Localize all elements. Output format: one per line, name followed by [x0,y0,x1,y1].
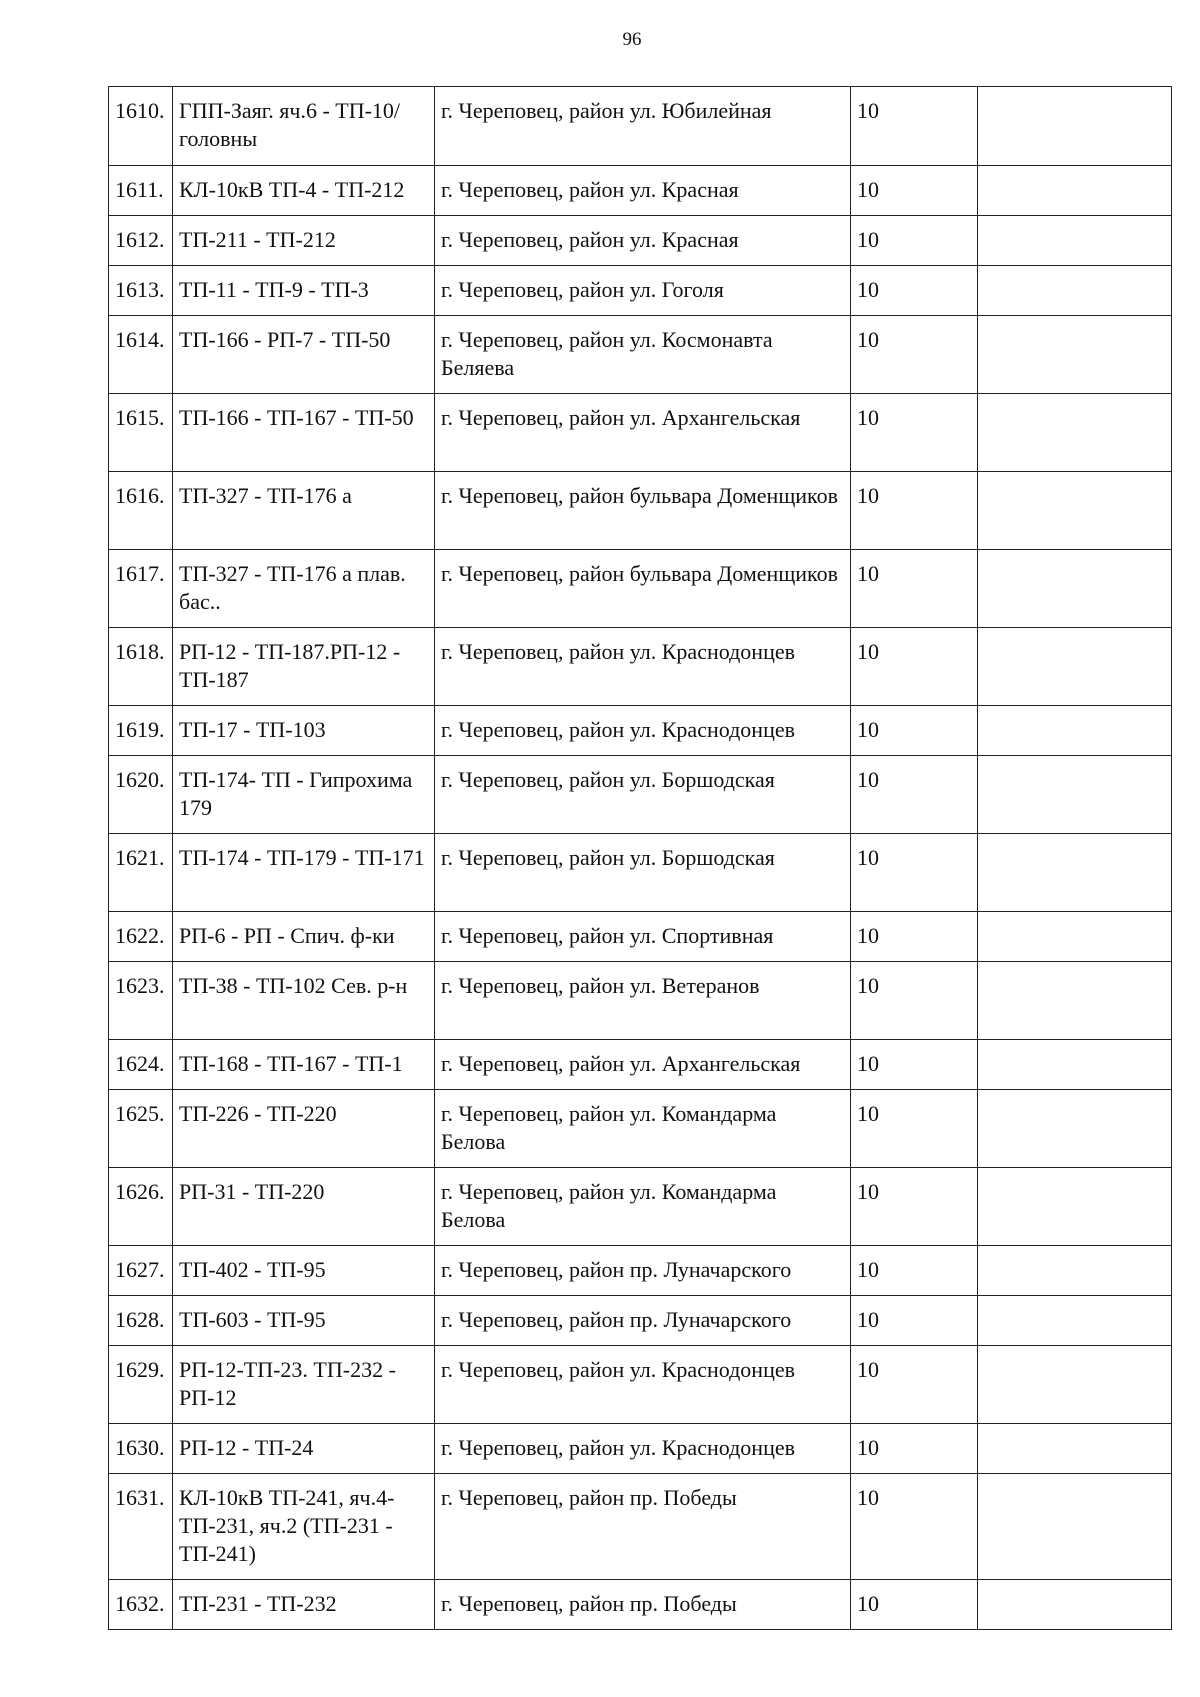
extra-cell [978,1168,1172,1246]
row-number: 1616. [109,472,173,550]
row-number: 1628. [109,1296,173,1346]
line-voltage: 10 [851,472,978,550]
line-name: ТП-211 - ТП-212 [173,216,435,266]
table-row [109,1580,1172,1630]
row-number: 1623. [109,962,173,1040]
line-address: г. Череповец, район пр. Луначарского [435,1246,851,1296]
line-name: ТП-226 - ТП-220 [173,1090,435,1168]
table-row [109,216,1172,266]
table-row [109,1474,1172,1580]
line-address: г. Череповец, район пр. Луначарского [435,1296,851,1346]
extra-cell [978,1090,1172,1168]
row-number: 1612. [109,216,173,266]
row-number: 1615. [109,394,173,472]
extra-cell [978,912,1172,962]
extra-cell [978,1474,1172,1580]
row-number: 1621. [109,834,173,912]
extra-cell [978,266,1172,316]
line-address: г. Череповец, район ул. Краснодонцев [435,628,851,706]
row-number: 1632. [109,1580,173,1630]
line-voltage: 10 [851,316,978,394]
line-voltage: 10 [851,1296,978,1346]
line-name: ТП-11 - ТП-9 - ТП-3 [173,266,435,316]
line-voltage: 10 [851,394,978,472]
table-row [109,756,1172,834]
line-address: г. Череповец, район бульвара Доменщиков [435,472,851,550]
line-name: ТП-327 - ТП-176 а плав. бас.. [173,550,435,628]
row-number: 1626. [109,1168,173,1246]
line-address: г. Череповец, район ул. Боршодская [435,834,851,912]
line-address: г. Череповец, район пр. Победы [435,1474,851,1580]
row-number: 1611. [109,166,173,216]
line-name: ТП-603 - ТП-95 [173,1296,435,1346]
line-name: РП-31 - ТП-220 [173,1168,435,1246]
line-name: ТП-231 - ТП-232 [173,1580,435,1630]
line-address: г. Череповец, район ул. Юбилейная [435,87,851,166]
table-row [109,1246,1172,1296]
line-address: г. Череповец, район пр. Победы [435,1580,851,1630]
line-voltage: 10 [851,1474,978,1580]
row-number: 1631. [109,1474,173,1580]
extra-cell [978,1580,1172,1630]
table-row [109,394,1172,472]
row-number: 1624. [109,1040,173,1090]
extra-cell [978,1246,1172,1296]
extra-cell [978,756,1172,834]
line-voltage: 10 [851,1346,978,1424]
extra-cell [978,550,1172,628]
row-number: 1619. [109,706,173,756]
row-number: 1625. [109,1090,173,1168]
row-number: 1613. [109,266,173,316]
line-voltage: 10 [851,628,978,706]
row-number: 1614. [109,316,173,394]
table-row [109,316,1172,394]
extra-cell [978,166,1172,216]
line-voltage: 10 [851,706,978,756]
row-number: 1618. [109,628,173,706]
extra-cell [978,1296,1172,1346]
line-name: КЛ-10кВ ТП-4 - ТП-212 [173,166,435,216]
line-voltage: 10 [851,912,978,962]
extra-cell [978,1346,1172,1424]
table-row [109,628,1172,706]
extra-cell [978,216,1172,266]
extra-cell [978,706,1172,756]
line-address: г. Череповец, район ул. Краснодонцев [435,1346,851,1424]
row-number: 1617. [109,550,173,628]
table-row [109,1090,1172,1168]
line-address: г. Череповец, район ул. Краснодонцев [435,1424,851,1474]
extra-cell [978,316,1172,394]
line-name: ТП-174- ТП - Гипрохима 179 [173,756,435,834]
line-name: КЛ-10кВ ТП-241, яч.4-ТП-231, яч.2 (ТП-231 - ТП-241) [173,1474,435,1580]
line-name: ТП-17 - ТП-103 [173,706,435,756]
row-number: 1620. [109,756,173,834]
line-name: РП-6 - РП - Спич. ф-ки [173,912,435,962]
line-address: г. Череповец, район бульвара Доменщиков [435,550,851,628]
table-row [109,706,1172,756]
table-row [109,834,1172,912]
line-name: ГПП-Заяг. яч.6 - ТП-10/головны [173,87,435,166]
table-row [109,1296,1172,1346]
line-voltage: 10 [851,1168,978,1246]
line-address: г. Череповец, район ул. Гоголя [435,266,851,316]
line-voltage: 10 [851,1424,978,1474]
line-address: г. Череповец, район ул. Командарма Белова [435,1090,851,1168]
line-voltage: 10 [851,1090,978,1168]
table-row [109,1346,1172,1424]
line-name: ТП-166 - РП-7 - ТП-50 [173,316,435,394]
page-number: 96 [622,29,642,50]
table-row [109,166,1172,216]
line-address: г. Череповец, район ул. Космонавта Беляева [435,316,851,394]
extra-cell [978,1424,1172,1474]
line-voltage: 10 [851,962,978,1040]
line-name: ТП-168 - ТП-167 - ТП-1 [173,1040,435,1090]
table-row [109,1168,1172,1246]
table-row [109,266,1172,316]
line-voltage: 10 [851,266,978,316]
extra-cell [978,628,1172,706]
line-voltage: 10 [851,1246,978,1296]
line-name: ТП-38 - ТП-102 Сев. р-н [173,962,435,1040]
row-number: 1610. [109,87,173,166]
table-row [109,912,1172,962]
row-number: 1627. [109,1246,173,1296]
extra-cell [978,834,1172,912]
line-address: г. Череповец, район ул. Боршодская [435,756,851,834]
line-address: г. Череповец, район ул. Красная [435,216,851,266]
line-voltage: 10 [851,1040,978,1090]
table-row [109,472,1172,550]
table-row [109,1424,1172,1474]
table-row [109,962,1172,1040]
line-address: г. Череповец, район ул. Красная [435,166,851,216]
line-voltage: 10 [851,550,978,628]
row-number: 1622. [109,912,173,962]
extra-cell [978,87,1172,166]
line-address: г. Череповец, район ул. Спортивная [435,912,851,962]
row-number: 1630. [109,1424,173,1474]
extra-cell [978,962,1172,1040]
table-row [109,550,1172,628]
objects-table [108,86,1172,1630]
line-voltage: 10 [851,166,978,216]
line-name: РП-12 - ТП-24 [173,1424,435,1474]
line-address: г. Череповец, район ул. Краснодонцев [435,706,851,756]
line-name: ТП-166 - ТП-167 - ТП-50 [173,394,435,472]
line-name: ТП-327 - ТП-176 а [173,472,435,550]
table-row [109,1040,1172,1090]
line-name: РП-12-ТП-23. ТП-232 - РП-12 [173,1346,435,1424]
line-voltage: 10 [851,1580,978,1630]
line-voltage: 10 [851,87,978,166]
line-address: г. Череповец, район ул. Командарма Белова [435,1168,851,1246]
line-name: ТП-402 - ТП-95 [173,1246,435,1296]
line-address: г. Череповец, район ул. Архангельская [435,394,851,472]
line-voltage: 10 [851,216,978,266]
row-number: 1629. [109,1346,173,1424]
extra-cell [978,1040,1172,1090]
extra-cell [978,472,1172,550]
line-name: ТП-174 - ТП-179 - ТП-171 [173,834,435,912]
extra-cell [978,394,1172,472]
line-voltage: 10 [851,756,978,834]
line-address: г. Череповец, район ул. Ветеранов [435,962,851,1040]
line-address: г. Череповец, район ул. Архангельская [435,1040,851,1090]
line-voltage: 10 [851,834,978,912]
line-name: РП-12 - ТП-187.РП-12 - ТП-187 [173,628,435,706]
table-row [109,87,1172,166]
